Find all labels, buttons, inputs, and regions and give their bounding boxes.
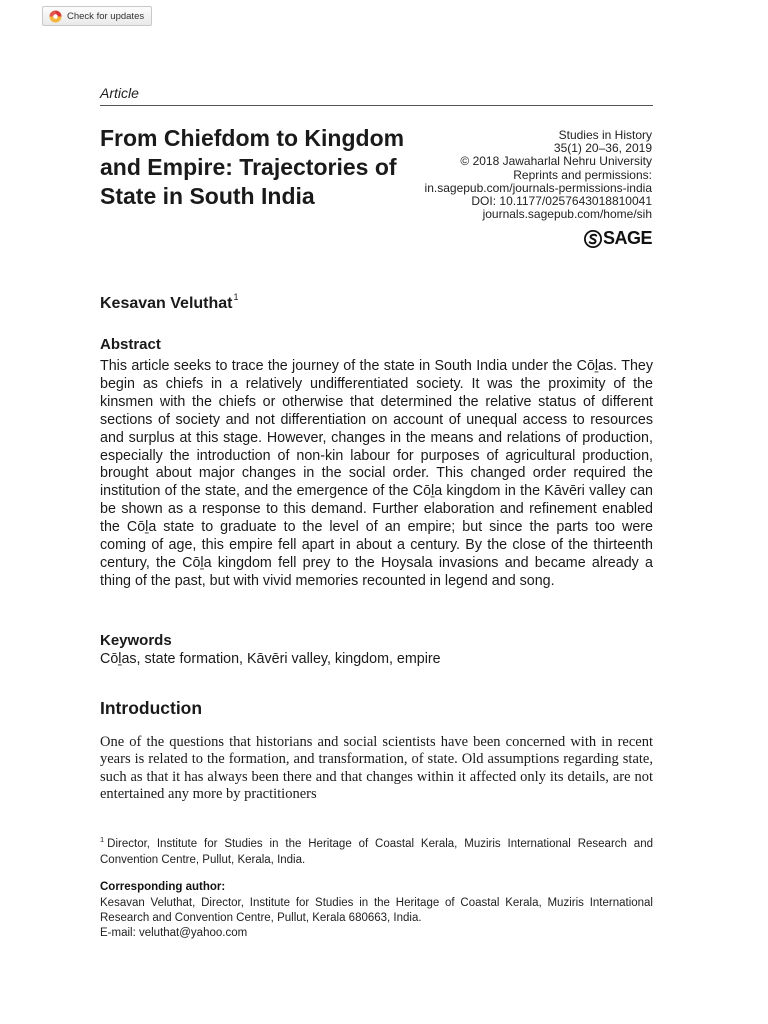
article-type: Article — [100, 85, 139, 101]
sage-logo-icon — [584, 230, 602, 248]
reprints-link[interactable]: in.sagepub.com/journals-permissions-india — [424, 180, 652, 195]
publisher-logo — [584, 228, 652, 249]
publisher-logo-text: SAGE — [602, 228, 652, 248]
keywords-heading: Keywords — [100, 632, 172, 649]
journal-name: Studies in History — [558, 128, 652, 142]
introduction-text: One of the questions that historians and social scientists have been concerned with in recent years is related to the formation, and transformation, of state. Old assumptions regarding state, such as that it has always been there and that changes within it affected only its details, are not entertained any more by practitioners — [100, 734, 653, 803]
abstract-text: This article seeks to trace the journey of the state in South India under the Cōḻas. They begin as chiefs in a relatively undifferentiated society. It was the proximity of the kinsmen with the chiefs or otherwise that determined the relative status of different sections of society and not differentiation on account of unequal access to resources and surplus at this stage. However, changes in the means and relations of production, especially the introduction of non-kin labour for purposes of agricultural production, brought about major changes in the social order. This changed order required the institution of the state, and the emergence of the Cōḻa kingdom in the Kāvēri valley can be shown as a response to this demand. Further elaboration and refinement enabled the Cōḻa state to graduate to the level of an empire; but since the parts too were coming of age, this empire fell apart in about a century. By the close of the thirteenth century, the Cōḻa kingdom fell prey to the Hoysala invasions and became already a thing of the past, but with vivid memories recounted in legend and song. — [100, 358, 653, 589]
corresponding-author-block — [100, 896, 653, 942]
corresponding-author-email[interactable]: E-mail: veluthat@yahoo.com — [100, 927, 248, 940]
corresponding-author-heading: Corresponding author: — [100, 881, 226, 893]
journal-homepage-link[interactable]: journals.sagepub.com/home/sih — [482, 207, 652, 222]
journal-metadata — [425, 129, 652, 221]
footnote-marker: 1 — [100, 835, 105, 844]
doi-link[interactable]: DOI: 10.1177/0257643018810041 — [471, 194, 652, 209]
journal-issue: 35(1) 20–36, 2019 — [553, 141, 652, 156]
copyright-line: © 2018 Jawaharlal Nehru University — [460, 154, 652, 169]
author-line — [100, 292, 239, 313]
abstract-heading: Abstract — [100, 336, 161, 353]
footnote — [100, 832, 653, 868]
check-for-updates-icon — [49, 10, 62, 23]
introduction-heading: Introduction — [100, 698, 203, 718]
header-divider — [100, 105, 653, 106]
keywords-text: Cōḻas, state formation, Kāvēri valley, kingdom, empire — [100, 651, 441, 667]
author-name: Kesavan Veluthat — [100, 295, 233, 312]
check-for-updates-button[interactable] — [42, 6, 152, 26]
check-for-updates-label: Check for updates — [67, 10, 145, 22]
article-title: From Chiefdom to Kingdom and Empire: Trajectories of State in South India — [100, 125, 405, 209]
corresponding-author-details: Kesavan Veluthat, Director, Institute for Studies in the Heritage of Coastal Kerala, Muziris International Research and Convention Centre, Pullut, Kerala 680663, India. — [100, 897, 653, 925]
footnote-text: Director, Institute for Studies in the Heritage of Coastal Kerala, Muziris International Research and Convention Centre, Pullut, Kerala, India. — [100, 838, 653, 866]
author-footnote-marker[interactable]: 1 — [233, 292, 239, 302]
reprints-label: Reprints and permissions: — [513, 167, 652, 182]
